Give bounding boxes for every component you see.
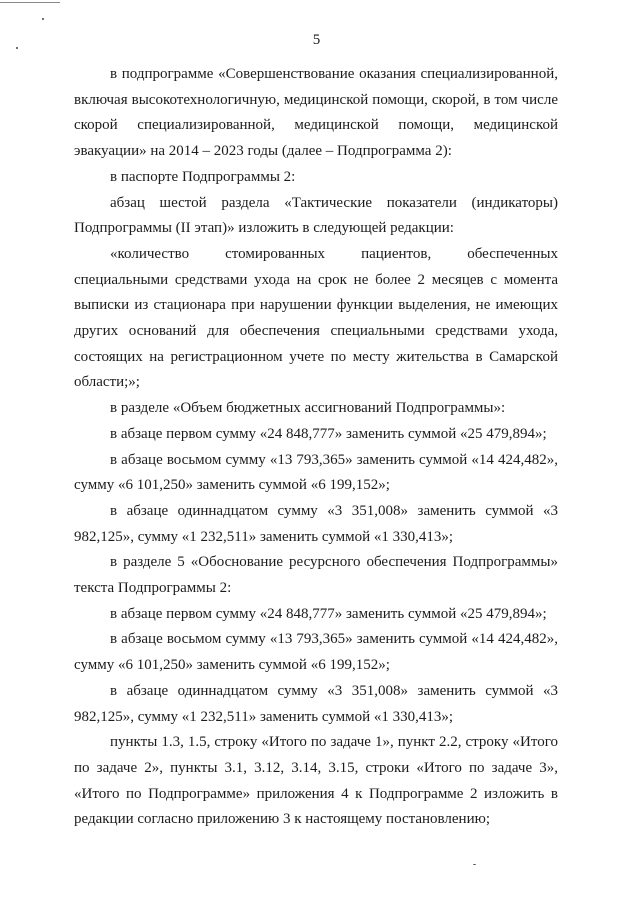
scan-speck xyxy=(473,864,476,865)
paragraph: абзац шестой раздела «Тактические показатели (индикаторы) Подпрограммы (II этап)» изложить в следующей редакции: xyxy=(74,194,558,237)
paragraph: в абзаце первом сумму «24 848,777» заменить суммой «25 479,894»; xyxy=(110,425,547,442)
paragraph: в подпрограмме «Совершенствование оказания специализированной, включая высокотехнологичную, медицинской помощи, скорой, в том числе скорой специализированной, медицинской помощи, медицинской эвакуации» на 2014 – 2023 годы (далее – Подпрограмма 2): xyxy=(74,66,558,160)
paragraph: в разделе 5 «Обоснование ресурсного обеспечения Подпрограммы» текста Подпрограммы 2: xyxy=(74,554,558,597)
document-body xyxy=(74,62,558,833)
paragraph: в паспорте Подпрограммы 2: xyxy=(110,168,296,185)
paragraph: в абзаце восьмом сумму «13 793,365» заменить суммой «14 424,482», сумму «6 101,250» заменить суммой «6 199,152»; xyxy=(74,451,558,494)
paragraph: в разделе «Объем бюджетных ассигнований Подпрограммы»: xyxy=(110,400,506,417)
paragraph: в абзаце одиннадцатом сумму «3 351,008» заменить суммой «3 982,125», сумму «1 232,511» заменить суммой «1 330,413»; xyxy=(74,502,558,545)
paragraph: в абзаце восьмом сумму «13 793,365» заменить суммой «14 424,482», сумму «6 101,250» заменить суммой «6 199,152»; xyxy=(74,631,558,674)
paragraph: пункты 1.3, 1.5, строку «Итого по задаче 1», пункт 2.2, строку «Итого по задаче 2», пункты 3.1, 3.12, 3.14, 3.15, строки «Итого по задаче 3», «Итого по Подпрограмме» приложения 4 к Подпрограмме 2 изложить в редакции согласно приложению 3 к настоящему постановлению; xyxy=(74,734,558,828)
page-number: 5 xyxy=(312,32,321,48)
scan-artifact-line xyxy=(0,2,60,3)
paragraph: в абзаце первом сумму «24 848,777» заменить суммой «25 479,894»; xyxy=(110,605,547,622)
paragraph: «количество стомированных пациентов, обеспеченных специальными средствами ухода на срок не более 2 месяцев с момента выписки из стационара при нарушении функции выделения, не имеющих других оснований для обеспечения специальными средствами ухода, состоящих на регистрационном учете по месту жительства в Самарской области;»; xyxy=(74,245,558,391)
paragraph: в абзаце одиннадцатом сумму «3 351,008» заменить суммой «3 982,125», сумму «1 232,511» заменить суммой «1 330,413»; xyxy=(74,682,558,725)
scan-speck xyxy=(42,18,44,20)
